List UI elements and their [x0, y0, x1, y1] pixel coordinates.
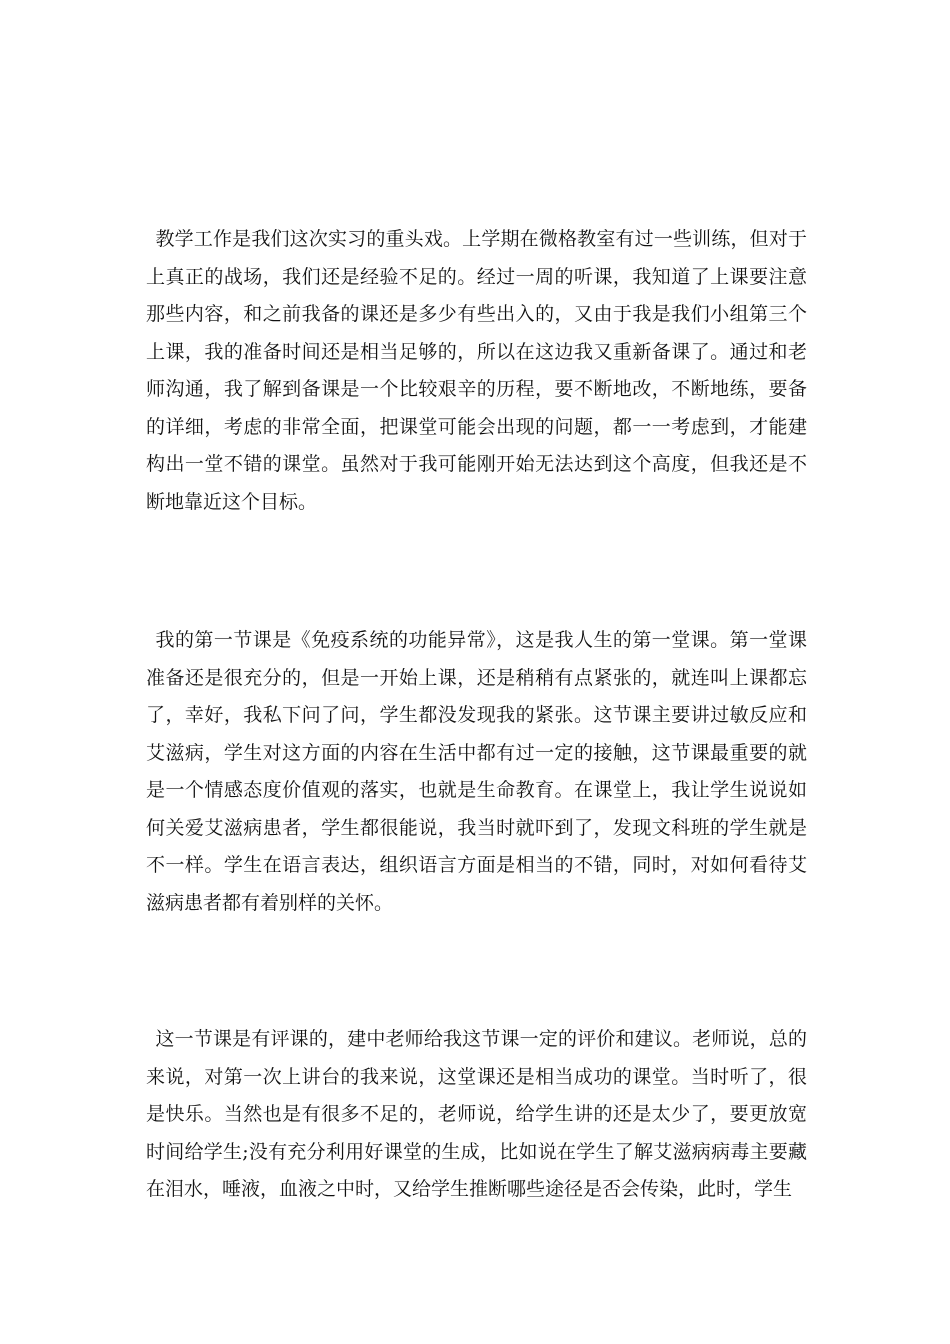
paragraph-2: 我的第一节课是《免疫系统的功能异常》，这是我人生的第一堂课。第一堂课准备还是很充分的，但是一开始上课，还是稍稍有点紧张的，就连叫上课都忘了，幸好，我私下问了问，学生都没发现我的紧张。这节课主要讲过敏反应和艾滋病，学生对这方面的内容在生活中都有过一定的接触，这节课最重要的就是一个情感态度价值观的落实，也就是生命教育。在课堂上，我让学生说说如何关爱艾滋病患者，学生都很能说，我当时就吓到了，发现文科班的学生就是不一样。学生在语言表达，组织语言方面是相当的不错，同时，对如何看待艾滋病患者都有着别样的关怀。 — [146, 629, 807, 914]
paragraph-1: 教学工作是我们这次实习的重头戏。上学期在微格教室有过一些训练，但对于上真正的战场，我们还是经验不足的。经过一周的听课，我知道了上课要注意那些内容，和之前我备的课还是多少有些出入的，又由于我是我们小组第三个上课，我的准备时间还是相当足够的，所以在这边我又重新备课了。通过和老师沟通，我了解到备课是一个比较艰辛的历程，要不断地改，不断地练，要备的详细，考虑的非常全面，把课堂可能会出现的问题，都一一考虑到，才能建构出一堂不错的课堂。虽然对于我可能刚开始无法达到这个高度，但我还是不断地靠近这个目标。 — [146, 228, 807, 513]
paragraph-3: 这一节课是有评课的，建中老师给我这节课一定的评价和建议。老师说，总的来说，对第一次上讲台的我来说，这堂课还是相当成功的课堂。当时听了，很是快乐。当然也是有很多不足的，老师说，给学生讲的还是太少了，要更放宽时间给学生;没有充分利用好课堂的生成，比如说在学生了解艾滋病病毒主要藏在泪水，唾液，血液之中时，又给学生推断哪些途径是否会传染，此时，学生 — [146, 1028, 807, 1200]
